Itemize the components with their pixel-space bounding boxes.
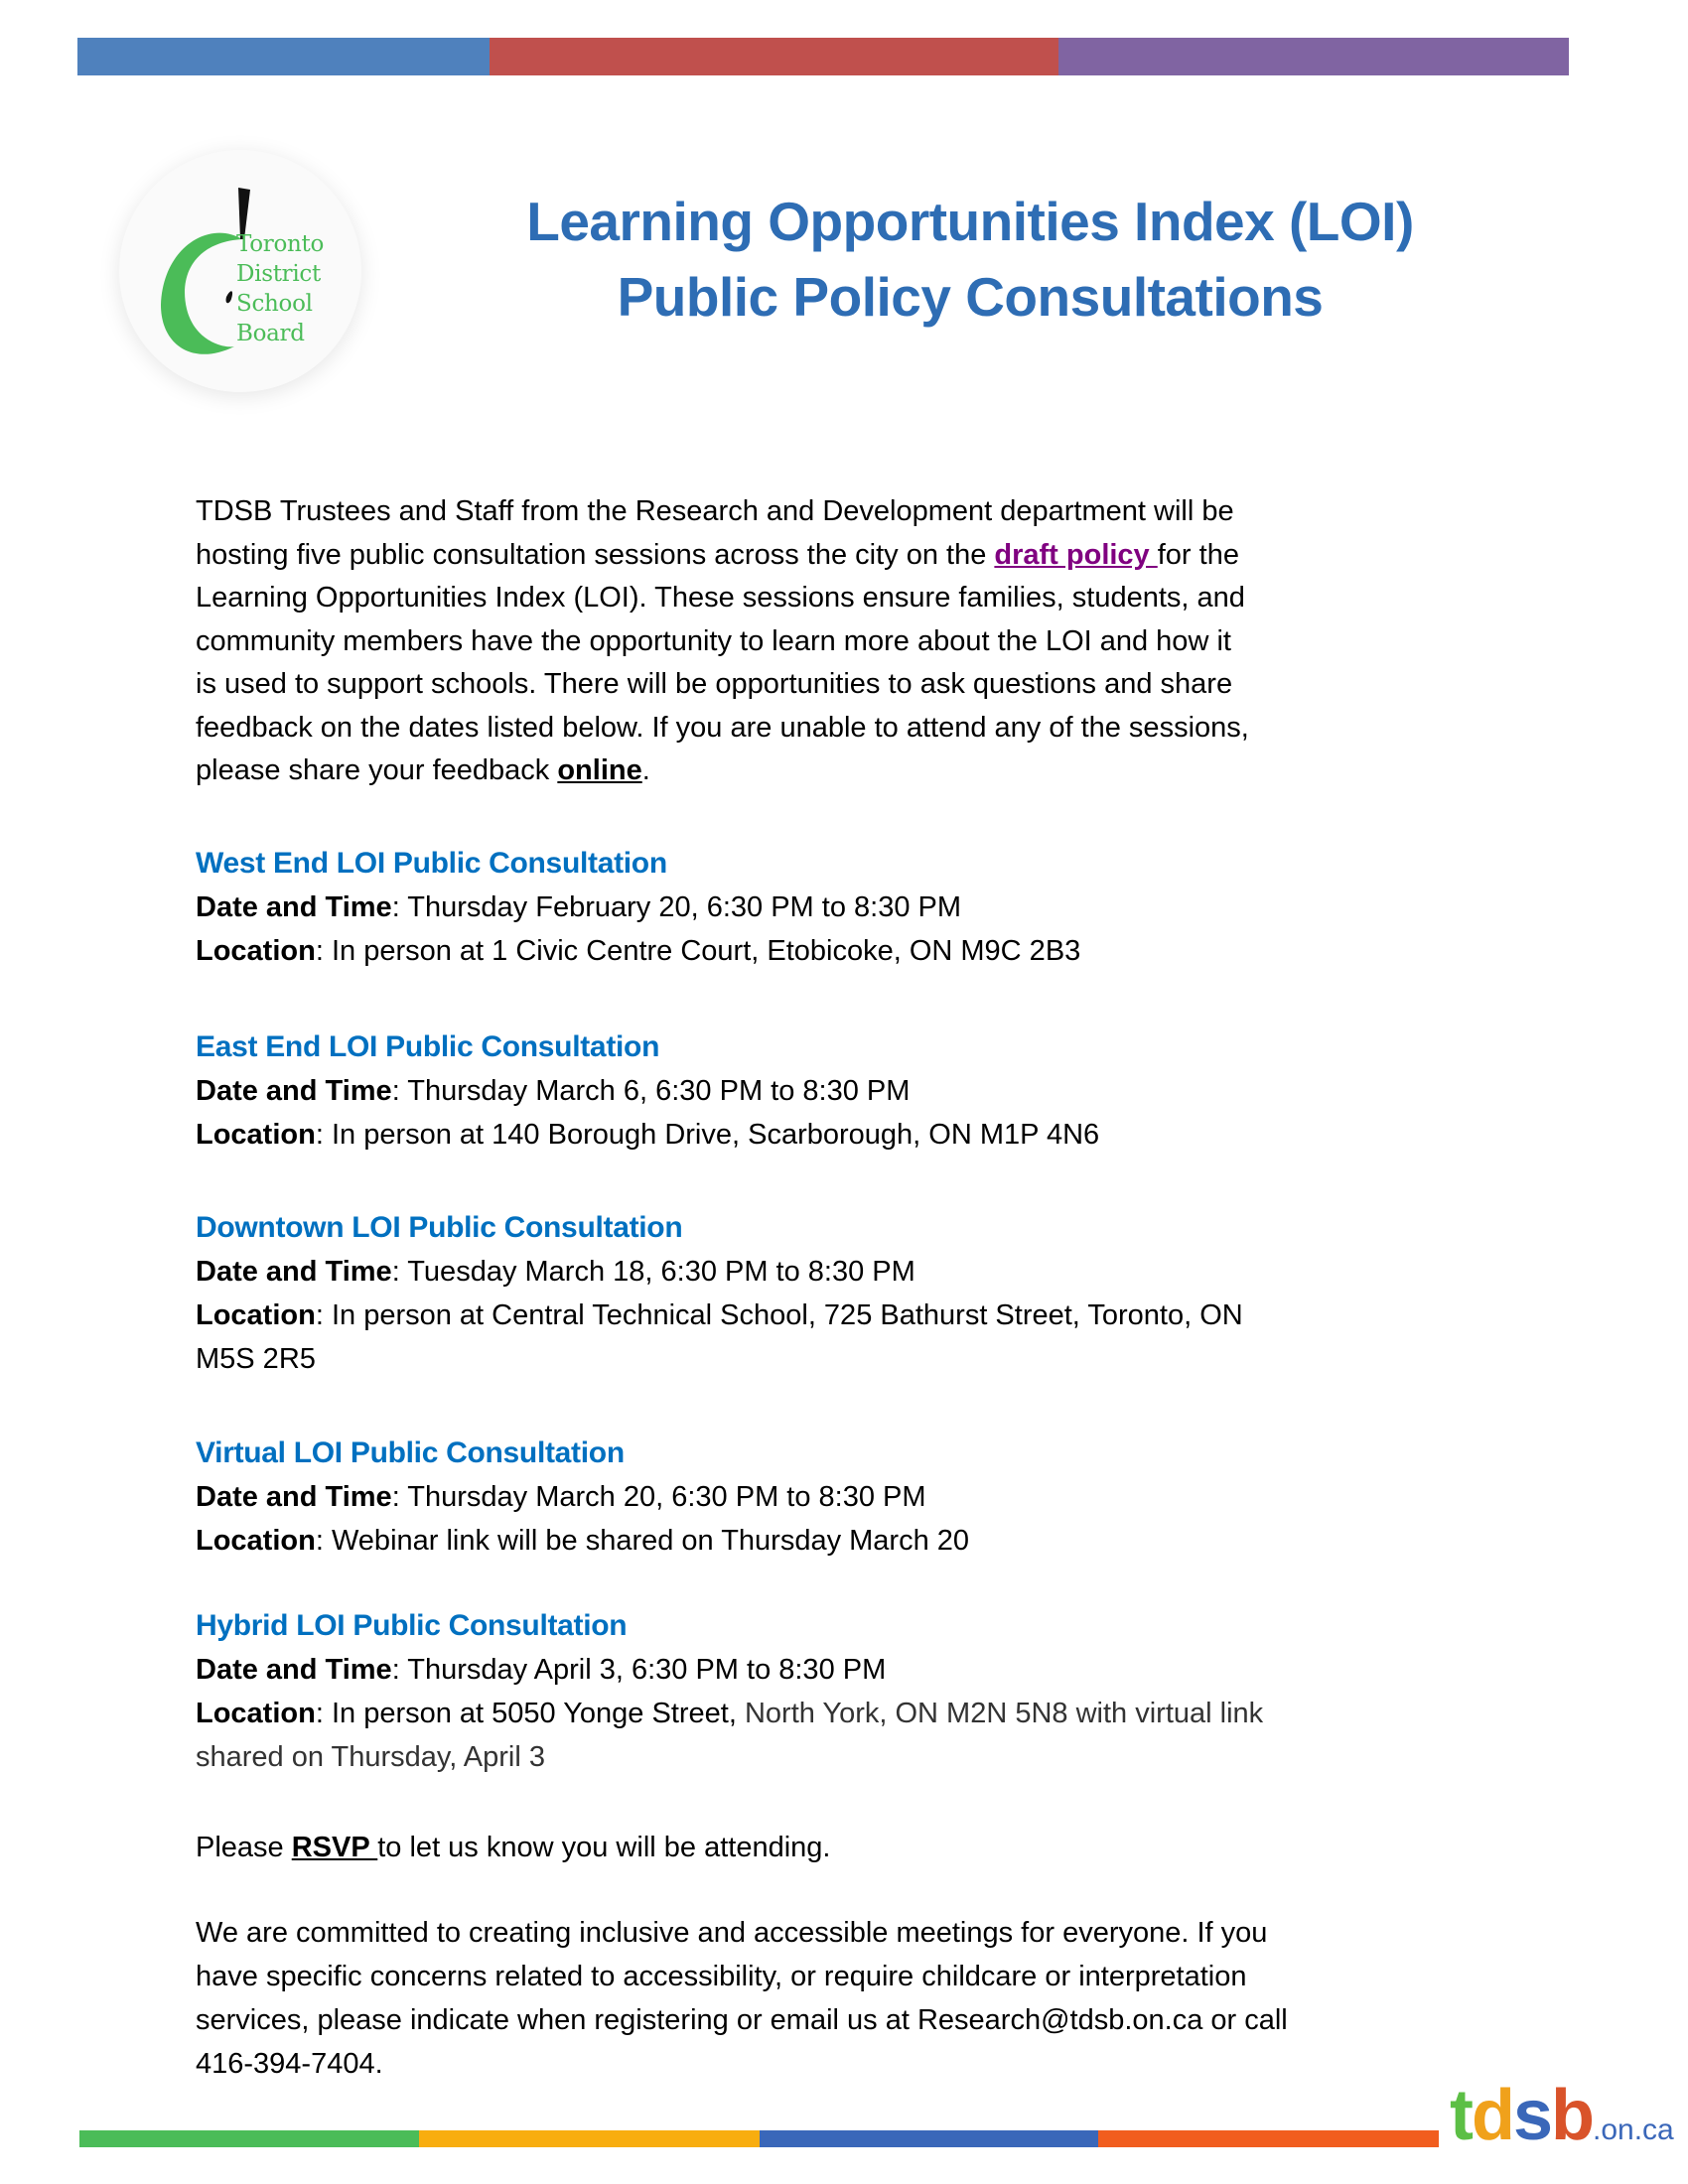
location-label: Location (196, 935, 316, 967)
accessibility-line: services, please indicate when registering or email us at Research@tdsb.on.ca or call (196, 2004, 1288, 2036)
session-location (196, 1113, 1486, 1157)
logo-letter-b: b (1551, 2076, 1593, 2155)
bottom-color-bar (79, 2130, 1439, 2147)
session-heading: Virtual LOI Public Consultation (196, 1436, 625, 1469)
session-location (196, 1294, 1486, 1337)
location-label: Location (196, 1525, 316, 1557)
logo-line-school: School (236, 291, 313, 317)
session-date-time (196, 1648, 1486, 1692)
logo-letter-s: s (1512, 2076, 1552, 2155)
session-location-continued: shared on Thursday, April 3 (196, 1741, 545, 1773)
session-virtual (196, 1432, 1486, 1563)
session-date-time (196, 1250, 1486, 1294)
rsvp-link[interactable]: RSVP (291, 1832, 378, 1863)
location-value: : In person at 140 Borough Drive, Scarborough, ON M1P 4N6 (315, 1119, 1100, 1151)
intro-line: is used to support schools. There will be opportunities to ask questions and share (196, 668, 1233, 700)
location-value: : In person at 1 Civic Centre Court, Etobicoke, ON M9C 2B3 (315, 935, 1081, 967)
date-time-label: Date and Time (196, 1075, 392, 1107)
date-time-value: : Tuesday March 18, 6:30 PM to 8:30 PM (391, 1256, 915, 1288)
date-time-value: : Thursday March 6, 6:30 PM to 8:30 PM (391, 1075, 911, 1107)
rsvp-line (196, 1826, 1486, 1869)
location-value: : In person at Central Technical School, 725 Bathurst Street, Toronto, ON (315, 1299, 1243, 1331)
location-label: Location (196, 1299, 316, 1331)
session-location-continued: M5S 2R5 (196, 1343, 316, 1375)
location-value: North York, ON M2N 5N8 with virtual link (744, 1698, 1264, 1729)
top-color-bar (77, 38, 1569, 75)
bottom-bar-yellow-segment (419, 2130, 760, 2147)
logo-line-board: Board (236, 321, 305, 346)
session-hybrid (196, 1604, 1486, 1779)
location-label: Location (196, 1698, 316, 1729)
intro-line: community members have the opportunity to learn more about the LOI and how it (196, 624, 1231, 657)
date-time-label: Date and Time (196, 1481, 392, 1513)
intro-text: . (641, 754, 650, 786)
intro-text: hosting five public consultation sessions across the city on the (196, 538, 995, 571)
date-time-label: Date and Time (196, 1256, 392, 1288)
bottom-bar-blue-segment (760, 2130, 1098, 2147)
tdsb-website-logo (1450, 2076, 1674, 2155)
draft-policy-link[interactable]: draft policy (994, 538, 1158, 571)
bottom-bar-orange-segment (1098, 2130, 1439, 2147)
accessibility-line: We are committed to creating inclusive and accessible meetings for everyone. If you (196, 1917, 1268, 1949)
session-location (196, 1519, 1486, 1563)
session-date-time (196, 1475, 1486, 1519)
location-value: : Webinar link will be shared on Thursday March 20 (315, 1525, 970, 1557)
bottom-bar-green-segment (79, 2130, 419, 2147)
top-bar-purple-segment (1058, 38, 1569, 75)
intro-text: please share your feedback (196, 754, 558, 786)
tdsb-apple-logo (119, 150, 361, 392)
intro-line: Learning Opportunities Index (LOI). These sessions ensure families, students, and (196, 582, 1245, 614)
intro-text: for the (1157, 538, 1239, 571)
logo-wordmark (236, 229, 324, 348)
date-time-label: Date and Time (196, 1654, 392, 1686)
online-feedback-link[interactable]: online (557, 754, 642, 786)
title-line-1: Learning Opportunities Index (LOI) (526, 191, 1414, 252)
intro-line (196, 750, 1486, 793)
rsvp-after: to let us know you will be attending. (377, 1832, 831, 1863)
accessibility-line: 416-394-7404. (196, 2048, 383, 2080)
logo-letter-t: t (1450, 2076, 1472, 2155)
accessibility-line: have specific concerns related to accessibility, or require childcare or interpretation (196, 1961, 1247, 1992)
session-heading: Hybrid LOI Public Consultation (196, 1609, 628, 1642)
intro-line: TDSB Trustees and Staff from the Research and Development department will be (196, 495, 1234, 527)
session-west-end (196, 842, 1486, 973)
accessibility-paragraph (196, 1911, 1486, 2086)
logo-letter-d: d (1471, 2076, 1513, 2155)
location-value: : In person at 5050 Yonge Street, (315, 1698, 745, 1729)
top-bar-red-segment (490, 38, 1058, 75)
session-date-time (196, 1069, 1486, 1113)
rsvp-before: Please (196, 1832, 292, 1863)
intro-line (196, 534, 1486, 578)
date-time-label: Date and Time (196, 891, 392, 923)
session-east-end (196, 1025, 1486, 1157)
page-title (417, 184, 1523, 335)
title-line-2: Public Policy Consultations (617, 266, 1324, 328)
session-heading: Downtown LOI Public Consultation (196, 1211, 683, 1244)
session-heading: West End LOI Public Consultation (196, 847, 667, 880)
rsvp-text (196, 1826, 1486, 1869)
logo-domain-suffix: .on.ca (1593, 2114, 1674, 2146)
date-time-value: : Thursday April 3, 6:30 PM to 8:30 PM (391, 1654, 887, 1686)
date-time-value: : Thursday February 20, 6:30 PM to 8:30 PM (391, 891, 962, 923)
session-heading: East End LOI Public Consultation (196, 1030, 660, 1063)
logo-line-district: District (236, 261, 321, 287)
session-location (196, 929, 1486, 973)
session-location (196, 1692, 1486, 1735)
intro-line: feedback on the dates listed below. If you are unable to attend any of the sessions, (196, 711, 1249, 744)
session-downtown (196, 1206, 1486, 1381)
intro-paragraph (196, 490, 1486, 793)
location-label: Location (196, 1119, 316, 1151)
logo-line-toronto: Toronto (236, 231, 325, 257)
top-bar-blue-segment (77, 38, 490, 75)
session-date-time (196, 886, 1486, 929)
date-time-value: : Thursday March 20, 6:30 PM to 8:30 PM (391, 1481, 926, 1513)
